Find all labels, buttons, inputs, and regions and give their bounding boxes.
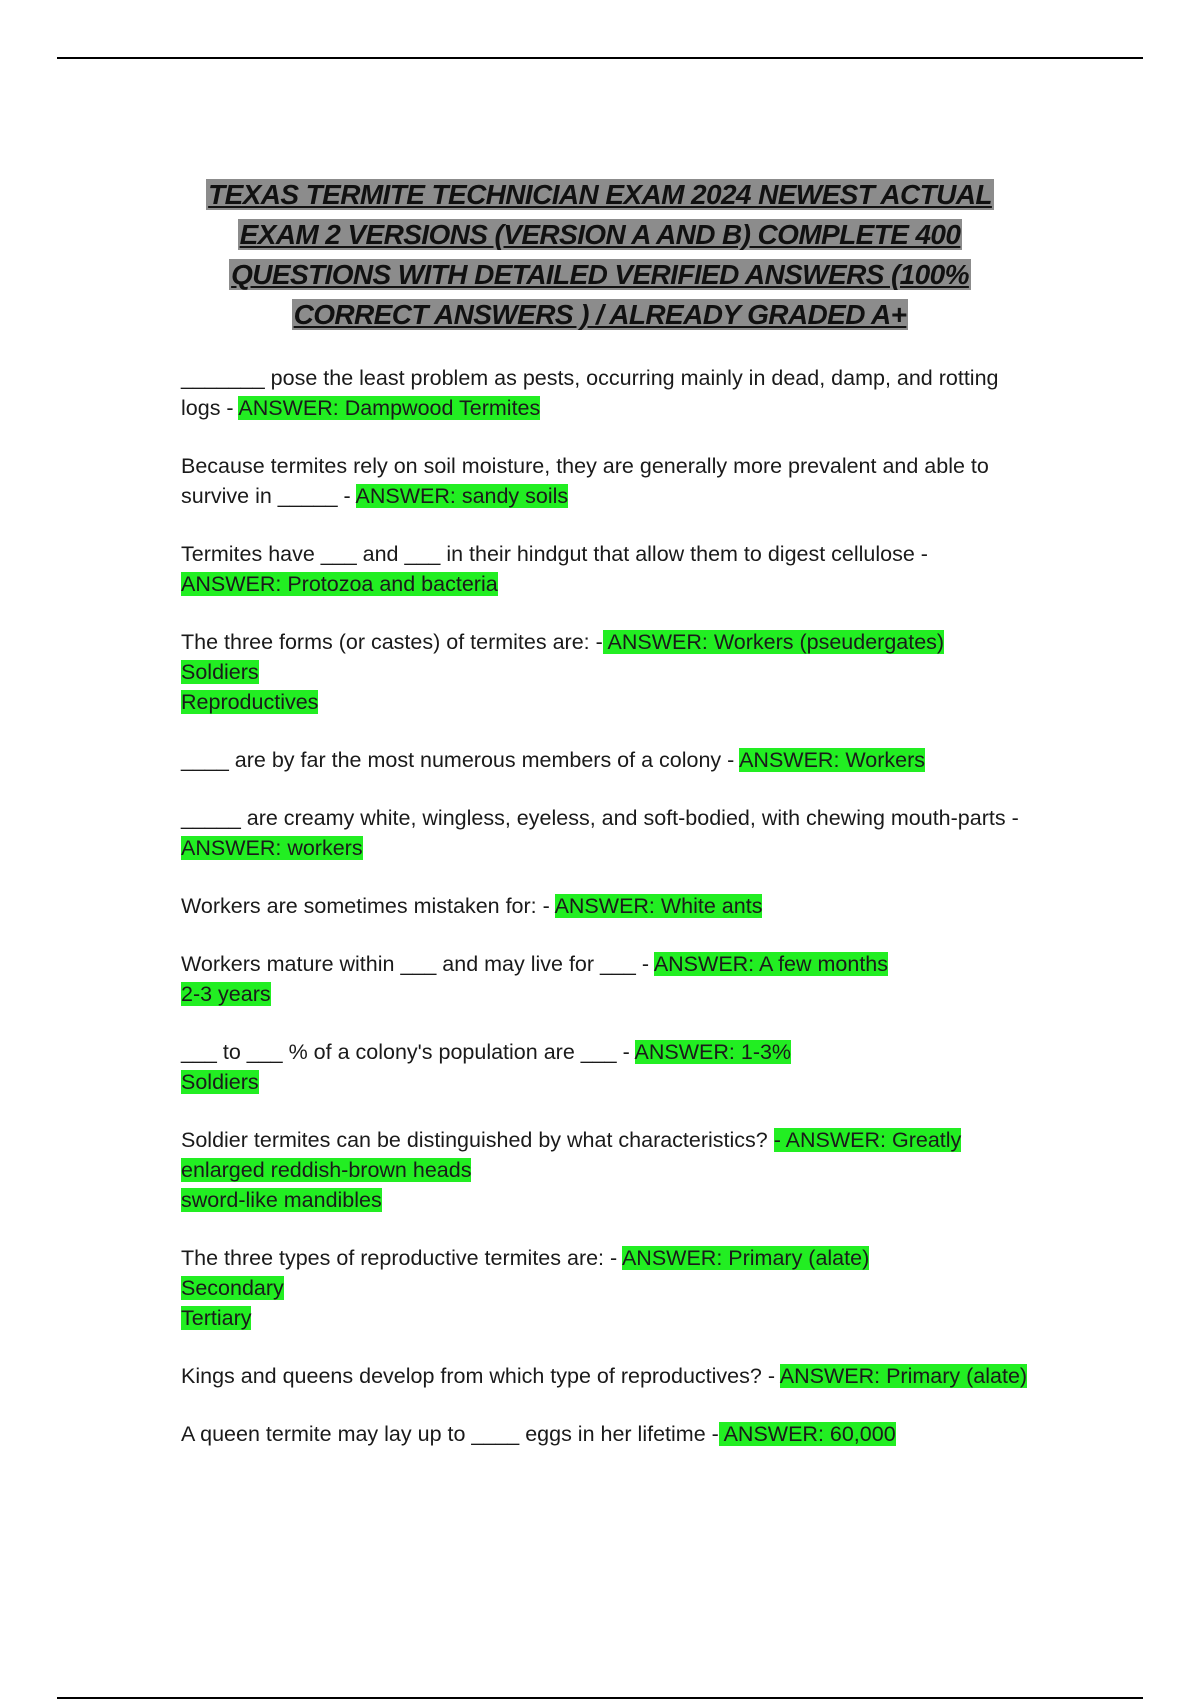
- qa-item: [181, 363, 1031, 423]
- qa-item: [181, 627, 1031, 717]
- qa-item: [181, 891, 1031, 921]
- qa-item: [181, 949, 1031, 1009]
- question-text: _____ are creamy white, wingless, eyeless, and soft-bodied, with chewing mouth-parts -: [181, 806, 1019, 830]
- document-title: TEXAS TERMITE TECHNICIAN EXAM 2024 NEWEST ACTUAL EXAM 2 VERSIONS (VERSION A AND B) COMPLETE 400 QUESTIONS WITH DETAILED VERIFIED ANSWERS (100% CORRECT ANSWERS ) / ALREADY GRADED A+: [208, 179, 992, 330]
- question-text: The three types of reproductive termites are: -: [181, 1246, 622, 1270]
- question-text: Kings and queens develop from which type of reproductives? -: [181, 1364, 780, 1388]
- footer-rule: [57, 1697, 1143, 1699]
- answer-highlight: ANSWER: Workers (pseudergates) Soldiers Reproductives: [181, 630, 945, 714]
- answer-highlight: ANSWER: Primary (alate): [779, 1364, 1028, 1388]
- header-rule: [57, 57, 1143, 59]
- qa-item: [181, 451, 1031, 511]
- question-text: Soldier termites can be distinguished by what characteristics?: [181, 1128, 774, 1152]
- question-text: _______ pose the least problem as pests, occurring mainly in dead, damp, and rotting logs -: [181, 366, 999, 420]
- question-text: Because termites rely on soil moisture, they are generally more prevalent and able to survive in _____ -: [181, 454, 989, 508]
- answer-highlight: - ANSWER: Greatly enlarged reddish-brown heads sword-like mandibles: [181, 1128, 962, 1212]
- question-answer-list: [181, 363, 1031, 1477]
- answer-highlight: ANSWER: 1-3% Soldiers: [181, 1040, 792, 1094]
- qa-item: [181, 539, 1031, 599]
- answer-highlight: ANSWER: Workers: [739, 748, 926, 772]
- question-text: A queen termite may lay up to ____ eggs in her lifetime -: [181, 1422, 719, 1446]
- qa-item: [181, 1243, 1031, 1333]
- qa-item: [181, 1037, 1031, 1097]
- answer-highlight: ANSWER: Protozoa and bacteria: [181, 572, 498, 596]
- document-title-block: [180, 175, 1020, 335]
- answer-highlight: ANSWER: sandy soils: [355, 484, 569, 508]
- qa-item: [181, 1125, 1031, 1215]
- answer-highlight: ANSWER: White ants: [554, 894, 763, 918]
- answer-highlight: ANSWER: 60,000: [718, 1422, 896, 1446]
- question-text: The three forms (or castes) of termites are: -: [181, 630, 603, 654]
- question-text: Termites have ___ and ___ in their hindgut that allow them to digest cellulose -: [181, 542, 928, 566]
- answer-highlight: ANSWER: workers: [181, 836, 363, 860]
- qa-item: [181, 803, 1031, 863]
- qa-item: [181, 1361, 1031, 1391]
- answer-highlight: ANSWER: Primary (alate) Secondary Tertiary: [181, 1246, 870, 1330]
- question-text: Workers are sometimes mistaken for: -: [181, 894, 555, 918]
- qa-item: [181, 1419, 1031, 1449]
- question-text: ____ are by far the most numerous members of a colony -: [181, 748, 740, 772]
- answer-highlight: ANSWER: A few months 2-3 years: [181, 952, 889, 1006]
- question-text: Workers mature within ___ and may live for ___ -: [181, 952, 654, 976]
- question-text: ___ to ___ % of a colony's population are ___ -: [181, 1040, 635, 1064]
- answer-highlight: ANSWER: Dampwood Termites: [238, 396, 541, 420]
- qa-item: [181, 745, 1031, 775]
